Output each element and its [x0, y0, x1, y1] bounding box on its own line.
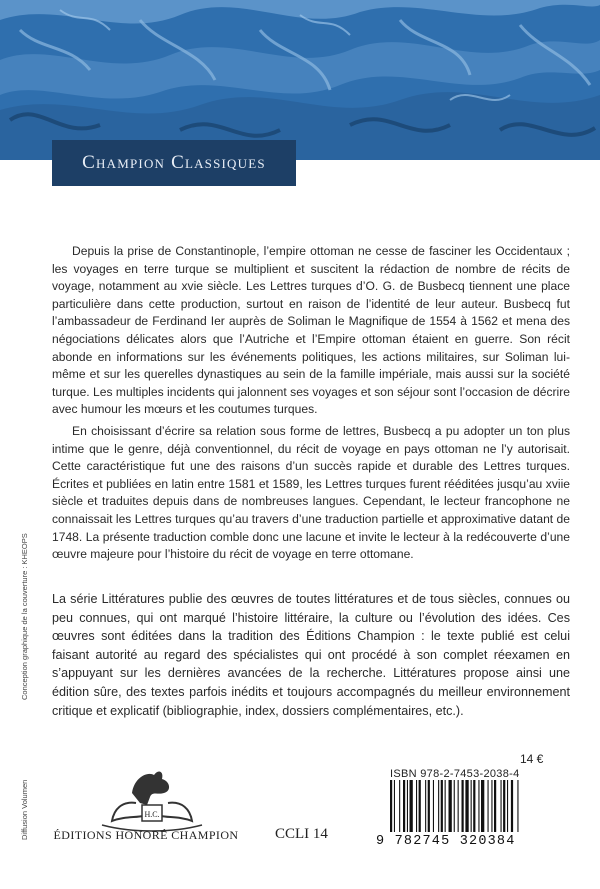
paragraph-text: La série Littératures publie des œuvres de toutes littératures et de tous siècles, connues ou peu connues, qui ont marqué l’histoire littéraire, la culture ou l’évolution des idées. Ces œuvres sont éditées dans la tradition des Éditions Champion : le texte publié est celui faisant autorité au regard des spécialistes qui ont procédé à son complet réexamen en s’appuyant sur les dernières avancées de la recherche. Littératures propose ainsi une édition sûre, des textes parfois inédits et toujours accompagnés du meilleur environnement critique et explicatif (bibliographie, index, dossiers complémentaires, etc.).	[52, 592, 570, 718]
barcode-bar	[481, 780, 484, 832]
barcode-bar	[511, 780, 513, 832]
publisher-logo	[92, 763, 212, 835]
series-description-paragraph	[52, 590, 570, 720]
barcode-bar	[507, 780, 508, 832]
ean-digits: 9 782745 320384	[376, 834, 516, 849]
distribution-credit: Diffusion Volumen	[20, 779, 29, 840]
barcode-bar	[410, 780, 413, 832]
paragraph-text: En choisissant d’écrire sa relation sous forme de lettres, Busbecq a pu adopter un ton plus intime que le genre, déjà conventionnel, du récit de voyage en pays ottoman ne l’y autorisait. Cette caractéristique fut une des raisons d’un succès rapide et durable des Lettres turques. Écrites et publiées en latin entre 1581 et 1589, les Lettres turques furent rééditées jusqu’au xviie siècle et traduites depuis dans de nombreuses langues. Cependant, le lecteur francophone ne connaissait les Lettres turques qu’au travers d’une traduction partielle et approximative datant de 1748. La présente traduction comble donc une lacune et invite le lecteur à la redécouverte d’une œuvre majeure pour l’histoire du récit de voyage en terre ottomane.	[52, 424, 570, 562]
barcode-bar	[419, 780, 421, 832]
barcode-bar	[458, 780, 459, 832]
barcode-bar	[478, 780, 479, 832]
logo-monogram: H.C.	[144, 810, 160, 819]
barcode-bar	[399, 780, 400, 832]
price: 14 €	[520, 752, 544, 766]
summary-paragraph-2	[52, 423, 570, 564]
barcode-bar	[465, 780, 468, 832]
barcode-bar	[503, 780, 505, 832]
barcode-bar	[441, 780, 443, 832]
barcode-bar	[449, 780, 452, 832]
barcode-bar	[491, 780, 492, 832]
barcode-bar	[494, 780, 496, 832]
marbled-pattern	[0, 0, 600, 160]
isbn: ISBN 978-2-7453-2038-4	[390, 768, 520, 780]
barcode-bar	[445, 780, 446, 832]
barcode-bar	[433, 780, 434, 832]
barcode-bar	[438, 780, 439, 832]
barcode-bar	[403, 780, 405, 832]
series-title: Champion Classiques	[82, 152, 266, 173]
barcode-bar	[407, 780, 408, 832]
barcode-bar	[428, 780, 430, 832]
barcode-bar	[390, 780, 392, 832]
cover-design-credit: Conception graphique de la couverture : KHEOPS	[20, 533, 29, 700]
barcode-bar	[488, 780, 489, 832]
barcode-bar	[454, 780, 455, 832]
horse-crest-logo	[92, 763, 212, 835]
summary-paragraph-1	[52, 243, 570, 419]
collection-number: CCLI 14	[275, 826, 328, 842]
barcode-bar	[501, 780, 502, 832]
paragraph-text: Depuis la prise de Constantinople, l’empire ottoman ne cesse de fasciner les Occidentaux ; les voyages en terre turque se multiplient et suscitent la rédaction de nombre de récits de voyage, notamment au xvie siècle. Les Lettres turques d’O. G. de Busbecq tiennent une place particulière dans cette production, surtout en raison de l’identité de leur auteur. Busbecq fut l’ambassadeur de Ferdinand Ier auprès de Soliman le Magnifique de 1554 à 1562 et mena des négociations délicates alors que l’Autriche et l’Empire ottoman étaient en guerre. Son récit abonde en informations sur les événements politiques, les actions militaires, sur Soliman lui-même et sur les querelles dynastiques au sein de la famille impériale, mais aussi sur la société turque. Les multiples incidents qui jalonnent ses voyages et son séjour sont l’occasion de décrire avec humour les mœurs et les coutumes turques.	[52, 244, 570, 417]
barcode-bar	[416, 780, 417, 832]
barcode-bar	[462, 780, 464, 832]
barcode-bar	[473, 780, 475, 832]
series-title-band	[52, 140, 296, 186]
barcode	[388, 780, 568, 832]
barcode-bar	[471, 780, 472, 832]
cover-marbled-banner	[0, 0, 600, 160]
publisher-name: ÉDITIONS HONORÉ CHAMPION	[53, 828, 239, 842]
barcode-bar	[394, 780, 395, 832]
barcode-bar	[517, 780, 518, 832]
barcode-bar	[425, 780, 426, 832]
